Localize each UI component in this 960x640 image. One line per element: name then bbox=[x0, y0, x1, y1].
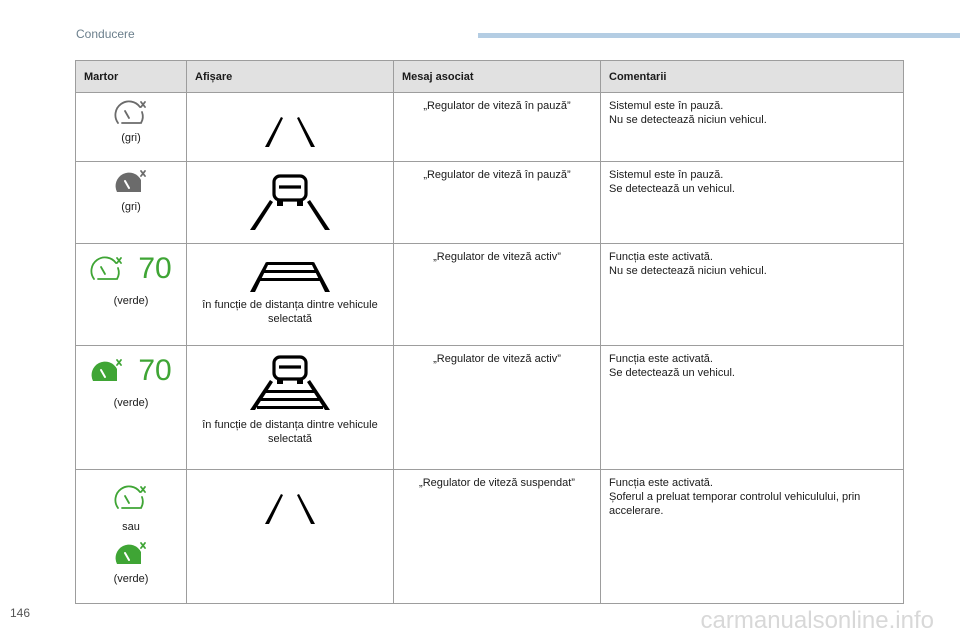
table-row bbox=[76, 470, 904, 604]
lane-distance-bars-icon bbox=[240, 258, 340, 294]
cruise-control-filled-green-icon bbox=[90, 357, 124, 385]
distance-caption: în funcție de distanța dintre vehicule selectată bbox=[202, 299, 378, 325]
indicator-cell bbox=[76, 244, 187, 346]
header-accent-bar bbox=[478, 33, 960, 38]
indicator-cell bbox=[76, 162, 187, 244]
message-cell: „Regulator de viteză în pauză” bbox=[394, 93, 601, 162]
comment-line: Funcția este activată. bbox=[609, 251, 713, 263]
speed-indicator bbox=[76, 254, 186, 284]
speed-indicator bbox=[76, 356, 186, 386]
cruise-control-outline-gray-icon bbox=[114, 99, 148, 127]
comment-cell bbox=[601, 93, 904, 162]
or-text: sau bbox=[122, 521, 140, 533]
table-header-row bbox=[76, 61, 904, 93]
indicator-caption: (verde) bbox=[113, 295, 149, 307]
lane-with-vehicle-icon bbox=[240, 172, 340, 234]
comment-cell bbox=[601, 346, 904, 470]
display-cell bbox=[187, 93, 394, 162]
display-cell bbox=[187, 162, 394, 244]
cruise-control-filled-gray-icon bbox=[114, 168, 148, 196]
watermark: carmanualsonline.info bbox=[700, 607, 934, 634]
display-cell bbox=[187, 470, 394, 604]
indicator-caption: (gri) bbox=[121, 201, 141, 213]
comment-line: Se detectează un vehicul. bbox=[609, 367, 735, 379]
column-header-martor: Martor bbox=[76, 61, 187, 93]
indicator-caption: (gri) bbox=[121, 132, 141, 144]
comment-line: Se detectează un vehicul. bbox=[609, 183, 735, 195]
cruise-control-filled-green-icon bbox=[114, 540, 148, 568]
comment-line: Nu se detectează niciun vehicul. bbox=[609, 265, 767, 277]
lane-lines-icon bbox=[245, 488, 335, 528]
indicator-cell bbox=[76, 346, 187, 470]
comment-cell bbox=[601, 162, 904, 244]
indicator-cell bbox=[76, 470, 187, 604]
table-row bbox=[76, 346, 904, 470]
page-number: 146 bbox=[10, 606, 31, 620]
set-speed-value: 70 bbox=[138, 252, 172, 285]
cruise-control-outline-green-icon bbox=[114, 484, 148, 512]
column-header-afisare: Afișare bbox=[187, 61, 394, 93]
comment-line: Funcția este activată. bbox=[609, 477, 713, 489]
comment-cell bbox=[601, 470, 904, 604]
table-row bbox=[76, 244, 904, 346]
section-title: Conducere bbox=[76, 27, 135, 41]
table-row bbox=[76, 162, 904, 244]
column-header-comentarii: Comentarii bbox=[601, 61, 904, 93]
comment-cell bbox=[601, 244, 904, 346]
cruise-control-outline-green-icon bbox=[90, 255, 124, 283]
lane-lines-icon bbox=[245, 111, 335, 151]
distance-caption: în funcție de distanța dintre vehicule selectată bbox=[202, 419, 378, 445]
table-row bbox=[76, 93, 904, 162]
indicator-caption: (verde) bbox=[113, 573, 149, 585]
message-cell: „Regulator de viteză activ” bbox=[394, 346, 601, 470]
message-cell: „Regulator de viteză suspendat” bbox=[394, 470, 601, 604]
lane-distance-vehicle-icon bbox=[240, 354, 340, 414]
message-cell: „Regulator de viteză activ” bbox=[394, 244, 601, 346]
indicator-cell bbox=[76, 93, 187, 162]
indicator-caption: (verde) bbox=[113, 397, 149, 409]
comment-line: Sistemul este în pauză. bbox=[609, 169, 724, 181]
set-speed-value: 70 bbox=[138, 354, 172, 387]
indicator-table bbox=[75, 60, 904, 604]
column-header-mesaj: Mesaj asociat bbox=[394, 61, 601, 93]
comment-line: Sistemul este în pauză. bbox=[609, 100, 724, 112]
message-cell: „Regulator de viteză în pauză” bbox=[394, 162, 601, 244]
comment-line: Nu se detectează niciun vehicul. bbox=[609, 114, 767, 126]
display-cell bbox=[187, 346, 394, 470]
comment-line: Funcția este activată. bbox=[609, 353, 713, 365]
display-cell bbox=[187, 244, 394, 346]
comment-line: Șoferul a preluat temporar controlul vehiculului, prin accelerare. bbox=[609, 491, 861, 517]
